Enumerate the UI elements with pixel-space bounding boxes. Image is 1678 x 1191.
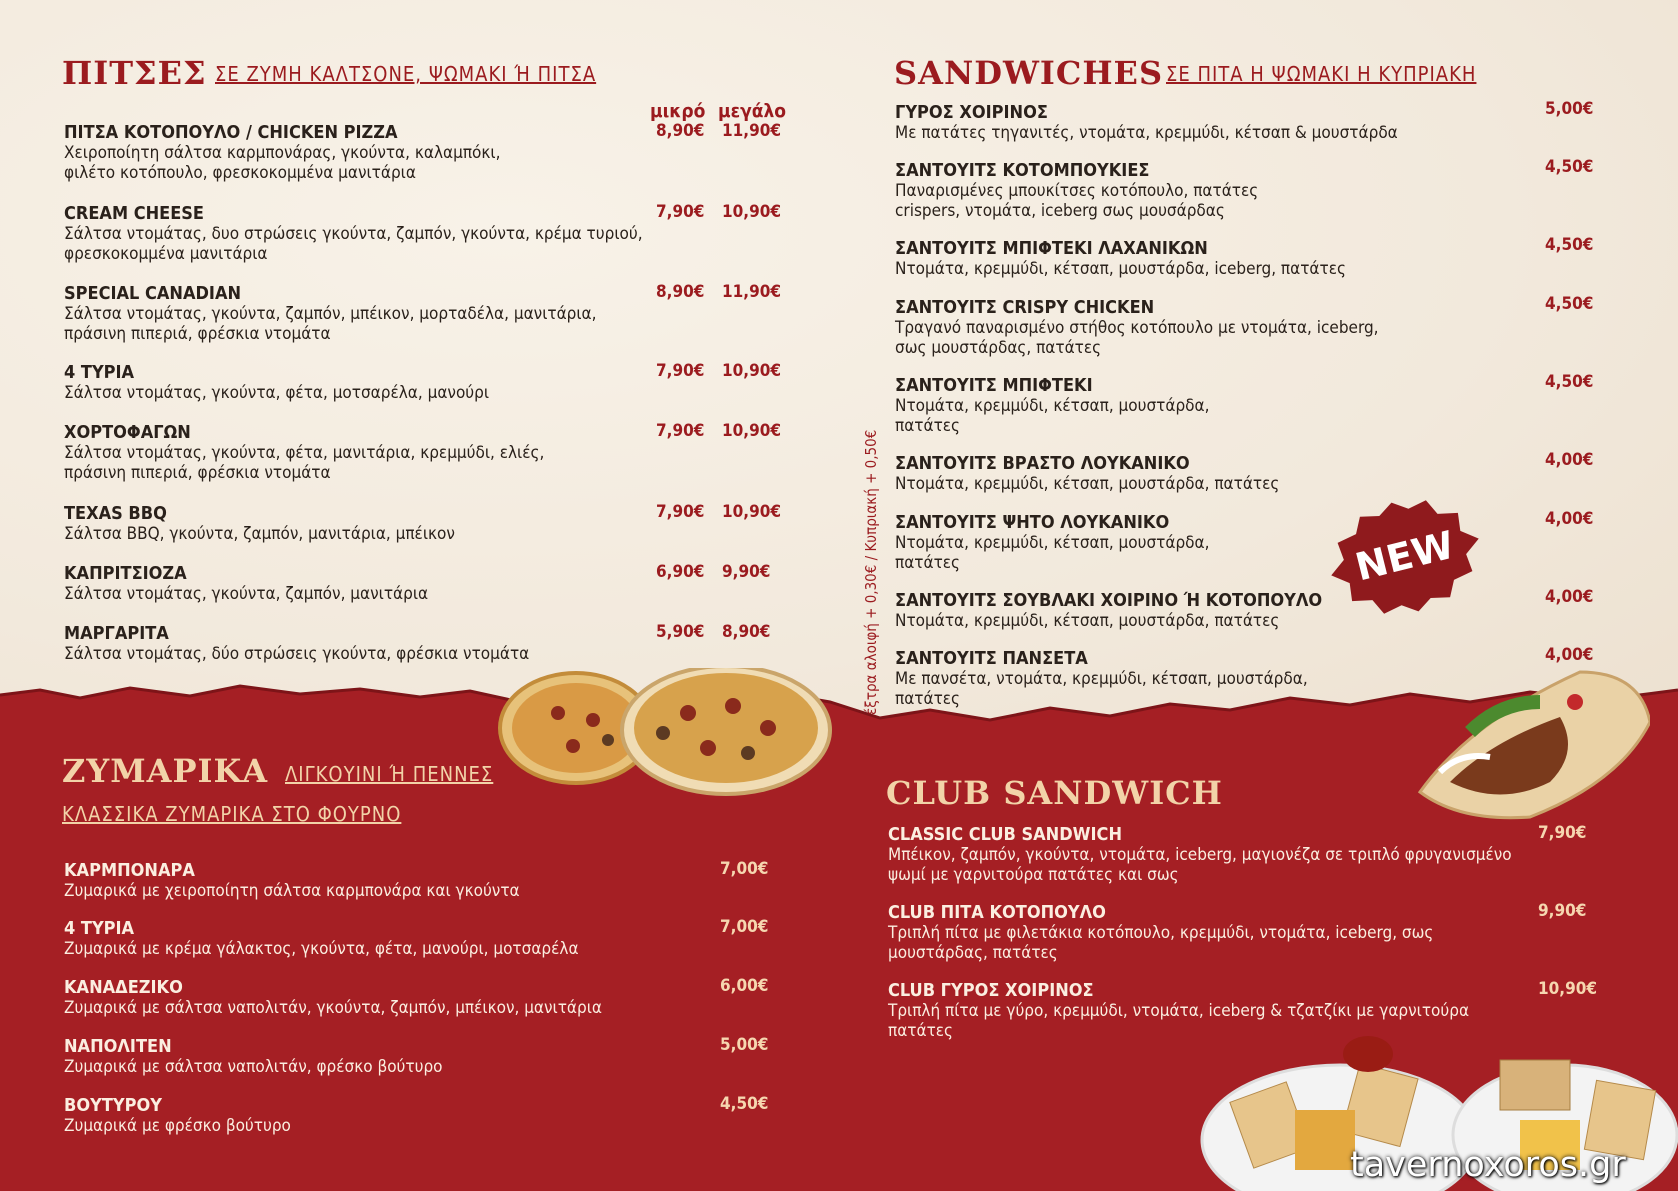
item-name: CLUB ΠΙΤΑ ΚΟΤΟΠΟΥΛΟ	[888, 902, 1106, 923]
item-price: 5,00€	[720, 1035, 769, 1055]
item-description: Ζυμαρικά με κρέμα γάλακτος, γκούντα, φέτα, μανούρι, μοτσαρέλα	[64, 939, 579, 959]
price-large: 9,90€	[722, 562, 771, 582]
item-description: Ντομάτα, κρεμμύδι, κέτσαπ, μουστάρδα, πατάτες	[895, 474, 1280, 494]
price-small: 7,90€	[656, 421, 705, 441]
item-price: 7,00€	[720, 859, 769, 879]
item-description: μουστάρδας, πατάτες	[888, 943, 1058, 963]
item-name: ΣΑΝΤΟΥΙΤΣ ΜΠΙΦΤΕΚΙ	[895, 375, 1093, 396]
item-name: ΣΑΝΤΟΥΙΤΣ ΒΡΑΣΤΟ ΛΟΥΚΑΝΙΚΟ	[895, 453, 1190, 474]
item-price: 9,90€	[1538, 901, 1587, 921]
item-description: Σάλτσα ντομάτας, γκούντα, ζαμπόν, μανιτάρια	[64, 584, 429, 604]
item-description: Τραγανό παναρισμένο στήθος κοτόπουλο με ντομάτα, iceberg,	[895, 318, 1379, 338]
pizza-item	[64, 122, 704, 183]
item-price: 4,00€	[1545, 645, 1594, 665]
pasta-title: ΖΥΜΑΡΙΚΑ	[62, 752, 269, 790]
item-description: Σάλτσα ντομάτας, γκούντα, φέτα, μοτσαρέλα, μανούρι	[64, 383, 490, 403]
price-large: 10,90€	[722, 202, 782, 222]
pasta-item	[64, 918, 704, 959]
item-name: CLASSIC CLUB SANDWICH	[888, 824, 1122, 845]
pizza-item	[64, 362, 704, 403]
item-description: φιλέτο κοτόπουλο, φρεσκοκομμένα μανιτάρια	[64, 163, 416, 183]
item-name: SPECIAL CANADIAN	[64, 283, 242, 304]
item-price: 4,50€	[1545, 157, 1594, 177]
price-small: 7,90€	[656, 502, 705, 522]
price-small: 8,90€	[656, 282, 705, 302]
pizzas-subtitle: ΣΕ ΖΥΜΗ ΚΑΛΤΣΟΝΕ, ΨΩΜΑΚΙ Ή ΠΙΤΣΑ	[215, 62, 597, 86]
item-name: ΣΑΝΤΟΥΙΤΣ ΨΗΤΟ ΛΟΥΚΑΝΙΚΟ	[895, 512, 1170, 533]
item-name: 4 ΤΥΡΙΑ	[64, 362, 135, 383]
sandwiches-title: SANDWICHES	[894, 54, 1164, 92]
size-small-header: μικρό	[650, 100, 706, 122]
item-description: πατάτες	[895, 689, 961, 709]
item-description: φρεσκοκομμένα μανιτάρια	[64, 244, 268, 264]
item-description: Ζυμαρικά με φρέσκο βούτυρο	[64, 1116, 291, 1136]
pizza-item	[64, 503, 704, 544]
item-price: 7,90€	[1538, 823, 1587, 843]
price-large: 11,90€	[722, 121, 782, 141]
item-price: 4,50€	[1545, 372, 1594, 392]
club-item	[888, 824, 1588, 885]
item-description: Τριπλή πίτα με φιλετάκια κοτόπουλο, κρεμμύδι, ντομάτα, iceberg, σως	[888, 923, 1434, 943]
item-description: Ντομάτα, κρεμμύδι, κέτσαπ, μουστάρδα, iceberg, πατάτες	[895, 259, 1346, 279]
price-large: 10,90€	[722, 421, 782, 441]
price-small: 5,90€	[656, 622, 705, 642]
item-price: 4,50€	[1545, 235, 1594, 255]
item-name: ΧΟΡΤΟΦΑΓΩΝ	[64, 422, 191, 443]
price-small: 7,90€	[656, 202, 705, 222]
item-name: CREAM CHEESE	[64, 203, 205, 224]
item-description: ψωμί με γαρνιτούρα πατάτες και σως	[888, 865, 1179, 885]
item-name: ΒΟΥΤΥΡΟΥ	[64, 1095, 162, 1116]
item-name: ΚΑΝΑΔΕΖΙΚΟ	[64, 977, 183, 998]
pizza-item	[64, 563, 704, 604]
item-price: 10,90€	[1538, 979, 1598, 999]
sandwiches-subtitle: ΣΕ ΠΙΤΑ Η ΨΩΜΑΚΙ Η ΚΥΠΡΙΑΚΗ	[1166, 62, 1477, 86]
extras-note	[862, 395, 882, 715]
item-description: Ζυμαρικά με σάλτσα ναπολιτάν, φρέσκο βούτυρο	[64, 1057, 443, 1077]
sandwich-item	[895, 238, 1455, 279]
pasta-subtitle: ΛΙΓΚΟΥΙΝΙ Ή ΠΕΝΝΕΣ	[285, 762, 494, 786]
item-name: ΚΑΠΡΙΤΣΙΟΖΑ	[64, 563, 187, 584]
price-small: 8,90€	[656, 121, 705, 141]
club-item	[888, 902, 1588, 963]
sandwich-item	[895, 453, 1455, 494]
item-description: Σάλτσα BBQ, γκούντα, ζαμπόν, μανιτάρια, μπέικον	[64, 524, 455, 544]
item-description: πατάτες	[888, 1021, 954, 1041]
price-small: 6,90€	[656, 562, 705, 582]
pizza-item	[64, 283, 704, 344]
sandwich-item	[895, 102, 1455, 143]
item-name: 4 ΤΥΡΙΑ	[64, 918, 135, 939]
item-price: 4,00€	[1545, 509, 1594, 529]
extras-note-text: έξτρα αλοιφή + 0,30€ / Κυπριακή + 0,50€	[862, 429, 880, 715]
item-price: 4,00€	[1545, 450, 1594, 470]
price-large: 10,90€	[722, 502, 782, 522]
item-description: πατάτες	[895, 553, 961, 573]
item-description: Με πατάτες τηγανιτές, ντομάτα, κρεμμύδι, κέτσαπ & μουστάρδα	[895, 123, 1398, 143]
new-badge-text: NEW	[1351, 522, 1459, 590]
item-name: TEXAS BBQ	[64, 503, 167, 524]
pizza-item	[64, 203, 704, 264]
price-large: 8,90€	[722, 622, 771, 642]
pasta-item	[64, 977, 704, 1018]
sandwich-item	[895, 297, 1455, 358]
item-description: σως μουστάρδας, πατάτες	[895, 338, 1102, 358]
item-name: CLUB ΓΥΡΟΣ ΧΟΙΡΙΝΟΣ	[888, 980, 1094, 1001]
item-price: 4,50€	[1545, 294, 1594, 314]
item-name: ΓΥΡΟΣ ΧΟΙΡΙΝΟΣ	[895, 102, 1048, 123]
item-description: Ζυμαρικά με χειροποίητη σάλτσα καρμπονάρα και γκούντα	[64, 881, 520, 901]
item-name: ΣΑΝΤΟΥΙΤΣ ΚΟΤΟΜΠΟΥΚΙΕΣ	[895, 160, 1150, 181]
item-description: Τριπλή πίτα με γύρο, κρεμμύδι, ντομάτα, iceberg & τζατζίκι με γαρνιτούρα	[888, 1001, 1470, 1021]
pizza-item	[64, 623, 704, 664]
price-large: 11,90€	[722, 282, 782, 302]
item-price: 7,00€	[720, 917, 769, 937]
item-description: Ντομάτα, κρεμμύδι, κέτσαπ, μουστάρδα,	[895, 533, 1210, 553]
pizzas-title: ΠΙΤΣΕΣ	[62, 54, 207, 92]
item-description: Με πανσέτα, ντομάτα, κρεμμύδι, κέτσαπ, μουστάρδα,	[895, 669, 1308, 689]
pasta-item	[64, 1036, 704, 1077]
pasta-item	[64, 860, 704, 901]
gyro-wrap-image	[1410, 662, 1650, 822]
item-name: ΣΑΝΤΟΥΙΤΣ ΜΠΙΦΤΕΚΙ ΛΑΧΑΝΙΚΩΝ	[895, 238, 1208, 259]
item-description: Σάλτσα ντομάτας, δύο στρώσεις γκούντα, φρέσκια ντομάτα	[64, 644, 530, 664]
item-description: Παναρισμένες μπουκίτσες κοτόπουλο, πατάτες	[895, 181, 1259, 201]
watermark: tavernoxoros.gr	[1350, 1145, 1626, 1185]
pasta-subtitle-2: ΚΛΑΣΣΙΚΑ ΖΥΜΑΡΙΚΑ ΣΤΟ ΦΟΥΡΝΟ	[62, 802, 402, 826]
item-name: ΣΑΝΤΟΥΙΤΣ ΠΑΝΣΕΤΑ	[895, 648, 1088, 669]
item-description: Χειροποίητη σάλτσα καρμπονάρας, γκούντα, καλαμπόκι,	[64, 143, 501, 163]
item-price: 4,00€	[1545, 587, 1594, 607]
item-name: ΝΑΠΟΛΙΤΕΝ	[64, 1036, 172, 1057]
item-price: 5,00€	[1545, 99, 1594, 119]
item-price: 4,50€	[720, 1094, 769, 1114]
item-description: πράσινη πιπεριά, φρέσκια ντομάτα	[64, 324, 331, 344]
item-description: Ντομάτα, κρεμμύδι, κέτσαπ, μουστάρδα,	[895, 396, 1210, 416]
new-badge	[1325, 497, 1485, 617]
item-description: πράσινη πιπεριά, φρέσκια ντομάτα	[64, 463, 331, 483]
club-title: CLUB SANDWICH	[886, 774, 1223, 812]
item-name: ΠΙΤΣΑ ΚΟΤΟΠΟΥΛΟ / CHICKEN PIZZA	[64, 122, 398, 143]
price-small: 7,90€	[656, 361, 705, 381]
size-large-header: μεγάλο	[718, 100, 787, 122]
item-description: Σάλτσα ντομάτας, δυο στρώσεις γκούντα, ζαμπόν, γκούντα, κρέμα τυριού,	[64, 224, 643, 244]
pizza-item	[64, 422, 704, 483]
pasta-item	[64, 1095, 704, 1136]
item-description: Σάλτσα ντομάτας, γκούντα, φέτα, μανιτάρια, κρεμμύδι, ελιές,	[64, 443, 545, 463]
item-description: Μπέικον, ζαμπόν, γκούντα, ντομάτα, iceberg, μαγιονέζα σε τριπλό φρυγανισμένο	[888, 845, 1512, 865]
sandwich-item	[895, 160, 1455, 221]
item-name: ΚΑΡΜΠΟΝΑΡΑ	[64, 860, 195, 881]
item-description: crispers, ντομάτα, iceberg σως μουσάρδας	[895, 201, 1225, 221]
item-description: πατάτες	[895, 416, 961, 436]
item-description: Ζυμαρικά με σάλτσα ναπολιτάν, γκούντα, ζαμπόν, μπέικον, μανιτάρια	[64, 998, 602, 1018]
item-description: Σάλτσα ντομάτας, γκούντα, ζαμπόν, μπέικον, μορταδέλα, μανιτάρια,	[64, 304, 597, 324]
price-large: 10,90€	[722, 361, 782, 381]
sandwich-item	[895, 375, 1455, 436]
sandwich-item	[895, 648, 1455, 709]
pizza-image	[498, 668, 833, 798]
item-name: ΣΑΝΤΟΥΙΤΣ ΣΟΥΒΛΑΚΙ ΧΟΙΡΙΝΟ Ή ΚΟΤΟΠΟΥΛΟ	[895, 590, 1323, 611]
item-price: 6,00€	[720, 976, 769, 996]
item-name: ΣΑΝΤΟΥΙΤΣ CRISPY CHICKEN	[895, 297, 1155, 318]
item-description: Ντομάτα, κρεμμύδι, κέτσαπ, μουστάρδα, πατάτες	[895, 611, 1280, 631]
item-name: ΜΑΡΓΑΡΙΤΑ	[64, 623, 169, 644]
